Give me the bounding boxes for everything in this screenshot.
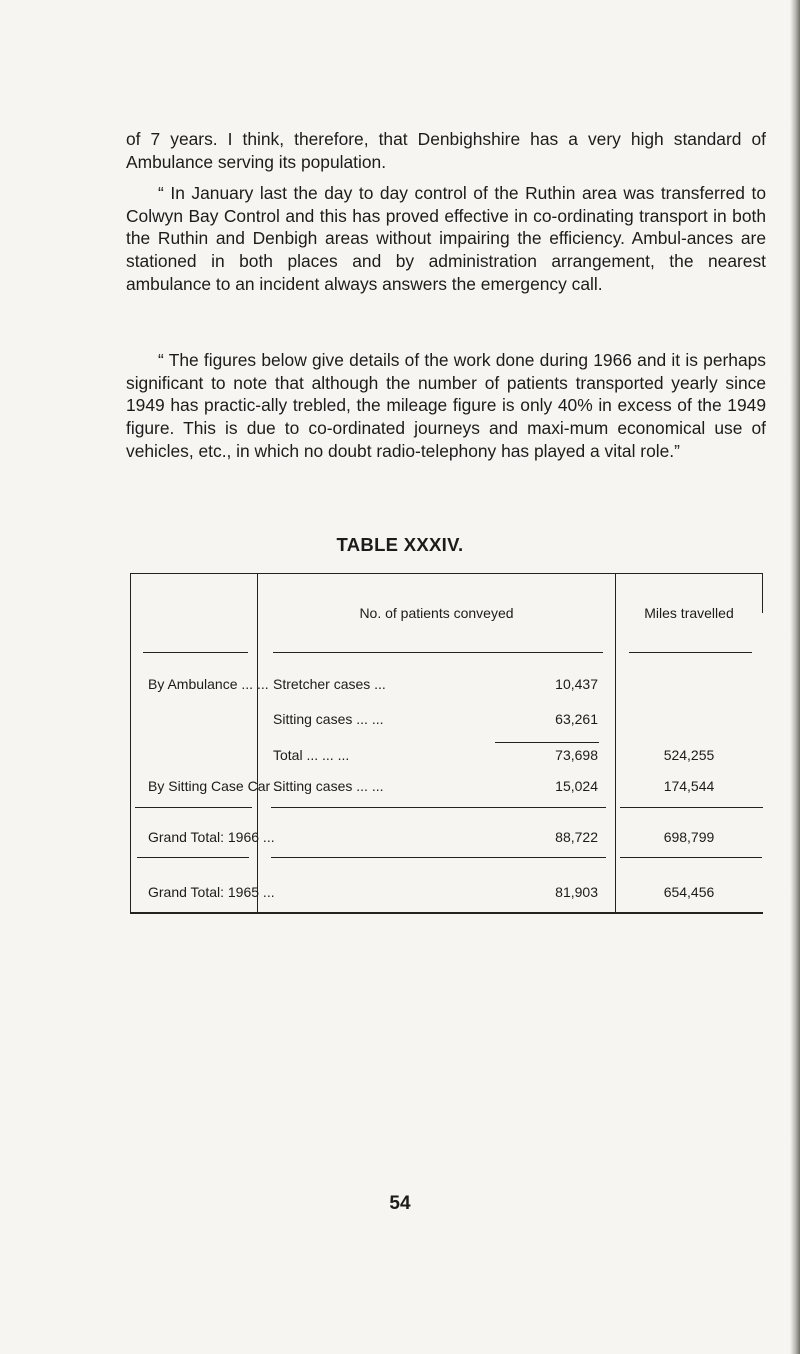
paragraph-continuation: of 7 years. I think, therefore, that Denbighshire has a very high standard of Ambulance serving its population. — [126, 129, 766, 172]
rule-before-1966-col1 — [135, 807, 252, 808]
header-patients-conveyed: No. of patients conveyed — [359, 605, 514, 621]
paragraph-ruthin-control: “ In January last the day to day control of the Ruthin area was transferred to Colwyn Bay Control and this has proved effective in co-ordinating transport in both the Ruthin and Denbigh areas without impairing the efficiency. Ambul-ances are stationed in both places and by administration arrangement, the nearest ambulance to an incident always answers the emergency call. — [126, 183, 766, 294]
subtotal-rule — [495, 742, 599, 743]
header-rule-col3 — [629, 652, 752, 653]
car-sitting-cases-label: Sitting cases ... ... — [273, 778, 384, 794]
sitting-cases-label: Sitting cases ... ... — [273, 711, 384, 727]
table-left-border — [130, 573, 131, 913]
grand-total-1966-miles: 698,799 — [663, 829, 715, 845]
page-number: 54 — [389, 1193, 411, 1214]
header-rule-col1 — [143, 652, 248, 653]
table-divider-col2 — [615, 573, 616, 913]
sitting-cases-value: 63,261 — [555, 711, 598, 727]
table-title: TABLE XXXIV. — [336, 534, 464, 555]
header-miles-travelled: Miles travelled — [644, 605, 734, 621]
ambulance-miles: 524,255 — [663, 747, 715, 763]
grand-total-1966-patients: 88,722 — [555, 829, 598, 845]
table-right-border — [762, 573, 763, 613]
grand-total-1965-miles: 654,456 — [663, 884, 715, 900]
stretcher-cases-value: 10,437 — [555, 676, 598, 692]
table-divider-col1 — [257, 573, 258, 913]
car-miles: 174,544 — [663, 778, 715, 794]
stretcher-cases-label: Stretcher cases ... — [273, 676, 386, 692]
paragraph-work-figures: “ The figures below give details of the work done during 1966 and it is perhaps significant to note that although the number of patients transported yearly since 1949 has practic-ally trebled, the mileage figure is only 40% in excess of the 1949 figure. This is due to co-ordinated journeys and maxi-mum economical use of vehicles, etc., in which no doubt radio-telephony has played a vital role.” — [126, 350, 766, 461]
row-label-grand-total-1965: Grand Total: 1965 ... — [148, 884, 275, 900]
row-label-by-ambulance: By Ambulance ... ... — [148, 676, 269, 692]
row-label-by-sitting-case-car: By Sitting Case Car ... — [148, 778, 286, 794]
rule-before-1966-col2 — [271, 807, 606, 808]
rule-before-1965-col2 — [271, 857, 606, 858]
header-rule-col2 — [273, 652, 603, 653]
car-sitting-cases-value: 15,024 — [555, 778, 598, 794]
rule-before-1965-col1 — [137, 857, 249, 858]
table-bottom-border — [130, 912, 763, 914]
rule-before-1966-col3 — [620, 807, 763, 808]
total-label: Total ... ... ... — [273, 747, 350, 763]
grand-total-1965-patients: 81,903 — [555, 884, 598, 900]
rule-before-1965-col3 — [620, 857, 762, 858]
table-top-border — [130, 573, 762, 574]
row-label-grand-total-1966: Grand Total: 1966 ... — [148, 829, 275, 845]
page-edge-shadow — [790, 0, 800, 1354]
total-value: 73,698 — [555, 747, 598, 763]
ambulance-statistics-table — [130, 573, 764, 913]
